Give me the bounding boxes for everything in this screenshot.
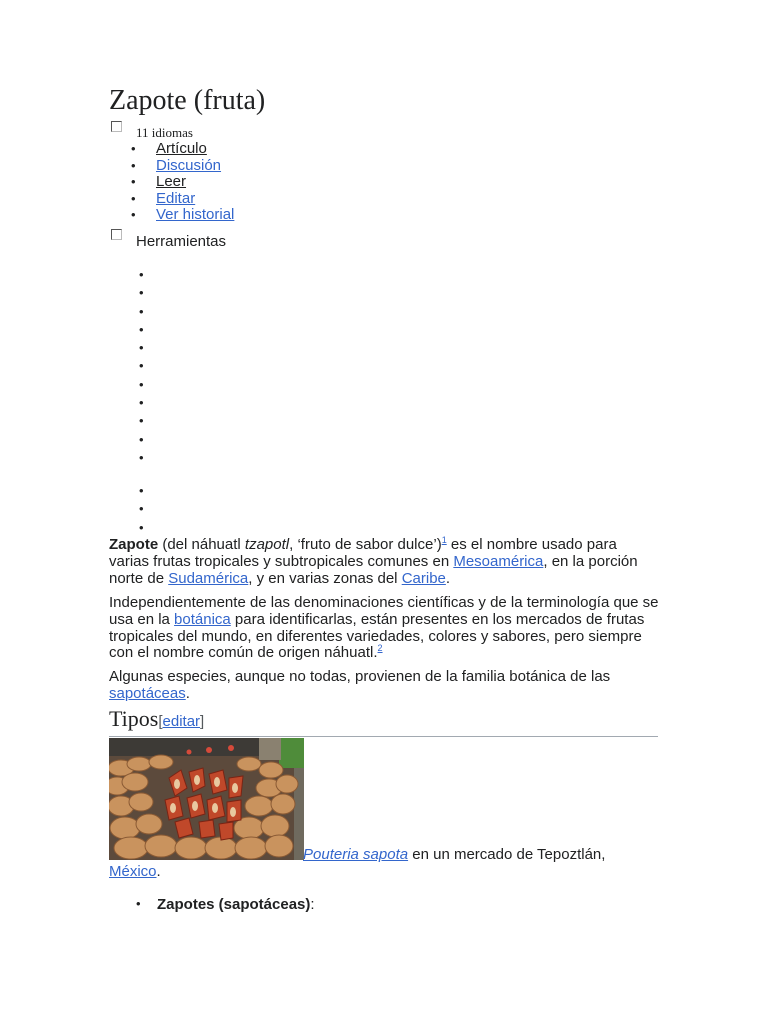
tab-talk-link[interactable]: Discusión (156, 156, 222, 174)
text: Algunas especies, aunque no todas, provienen de la familia botánica de las (109, 668, 611, 685)
tab-talk[interactable] (109, 158, 234, 175)
languages-checkbox[interactable] (111, 121, 122, 132)
second-paragraph (109, 595, 659, 662)
intro-paragraph (109, 537, 659, 587)
text: en un mercado de Tepoztlán, (408, 846, 606, 863)
tools-checkbox[interactable] (111, 229, 122, 240)
bracket-close: ] (200, 713, 205, 730)
pouteria-sapota-link[interactable]: Pouteria sapota (303, 846, 409, 863)
text: , ‘fruto de sabor dulce’) (289, 536, 442, 553)
text: para identificarlas, están presentes en los mercados de frutas tropicales del mundo, en diferentes variedades, colores y sabores, pero siempre con el nombre común de origen náhuatl. (109, 610, 645, 662)
tab-history-link[interactable]: Ver historial (156, 206, 235, 224)
intro-bold-term: Zapote (109, 536, 159, 553)
caribe-link[interactable]: Caribe (401, 569, 446, 587)
tab-history[interactable] (109, 207, 234, 224)
tab-edit-link[interactable]: Editar (156, 189, 196, 207)
text: , en la porción norte de (109, 552, 638, 587)
text: . (156, 863, 161, 880)
tab-edit[interactable] (109, 191, 234, 208)
text: : (310, 896, 315, 913)
section-title: Tipos (109, 706, 159, 731)
sapotaceas-link[interactable]: sapotáceas (109, 684, 186, 702)
text: Independientemente de las denominaciones científicas y de la terminología que se usa en la (109, 594, 659, 628)
zapote-market-photo[interactable] (109, 738, 304, 860)
mexico-link[interactable]: México (109, 863, 157, 880)
list-item-zapotes (157, 896, 315, 913)
bracket-open: [ (158, 713, 163, 730)
tools-label[interactable]: Herramientas (136, 233, 227, 250)
tab-article-link[interactable]: Artículo (156, 140, 207, 157)
text: . (185, 684, 190, 702)
text: , y en varias zonas del (248, 569, 402, 587)
page-tabs (109, 141, 234, 224)
tab-article[interactable] (109, 141, 234, 158)
section-edit (158, 713, 204, 730)
text: es el nombre usado para varias frutas tropicales y subtropicales comunes en (109, 536, 617, 570)
botanica-link[interactable]: botánica (174, 610, 231, 628)
figure-caption (109, 846, 659, 880)
text: (del náhuatl (158, 536, 245, 553)
reference-1-link[interactable]: 1 (441, 535, 447, 545)
tab-read[interactable] (109, 174, 234, 191)
zapote-market-image (109, 738, 304, 860)
tab-read-link[interactable]: Leer (156, 173, 187, 191)
mesoamerica-link[interactable]: Mesoamérica (453, 552, 544, 570)
languages-label[interactable]: 11 idiomas (136, 125, 193, 140)
reference-2-link[interactable]: 2 (377, 643, 383, 654)
list-item-label: Zapotes (sapotáceas) (157, 896, 311, 913)
text: . (445, 569, 451, 587)
sudamerica-link[interactable]: Sudamérica (168, 569, 249, 587)
section-heading-tipos (109, 706, 658, 737)
intro-etymology-term: tzapotl (244, 536, 290, 553)
section-edit-link[interactable]: editar (162, 713, 201, 730)
page-title: Zapote (fruta) (109, 85, 266, 116)
third-paragraph (109, 669, 659, 703)
